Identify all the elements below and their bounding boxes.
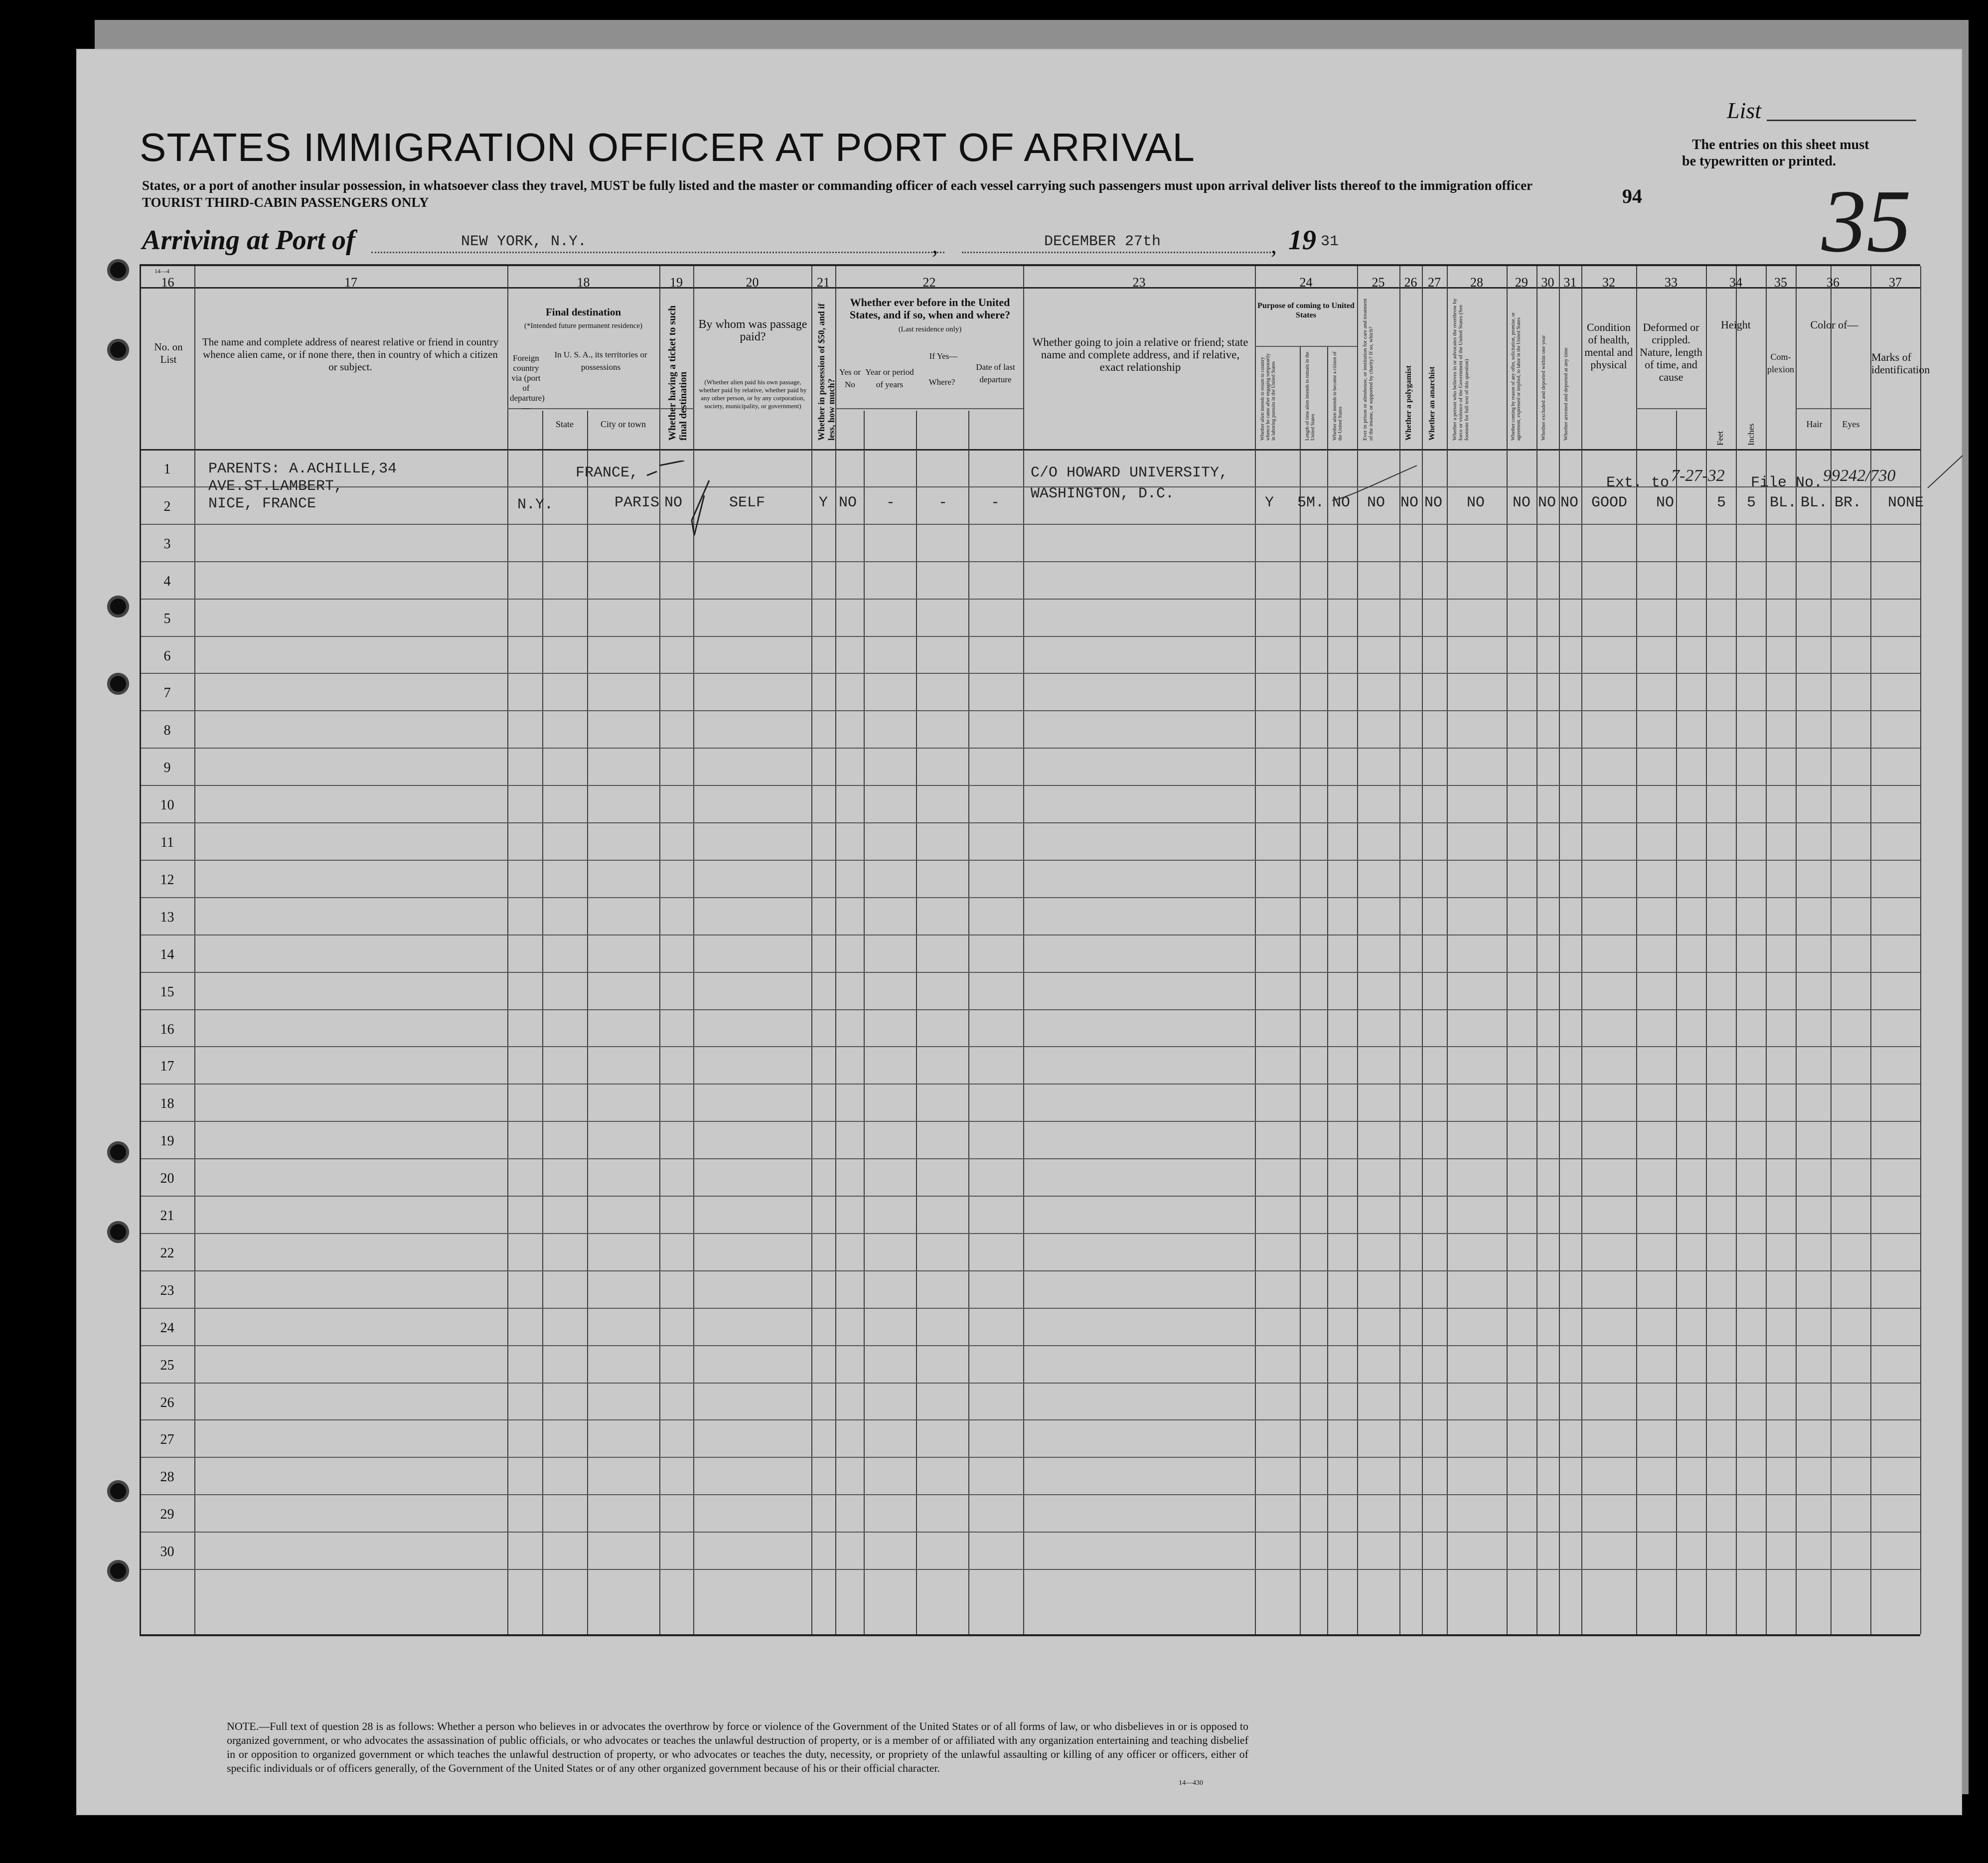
row-number: 20	[160, 1171, 174, 1187]
subcol-line	[587, 411, 588, 1634]
row-number: 16	[160, 1021, 174, 1037]
row-number: 24	[160, 1320, 174, 1336]
header-city: City or town	[600, 419, 646, 429]
tourist-label: TOURIST THIRD-CABIN PASSENGERS ONLY	[142, 195, 429, 210]
col-line	[1736, 266, 1737, 1634]
row1-q28: NO	[1467, 494, 1485, 511]
row1-ticket: NO	[664, 494, 683, 511]
manifest-table	[140, 264, 1930, 1636]
row-line	[141, 524, 1920, 525]
row-line	[141, 1046, 1920, 1047]
row-line	[141, 1308, 1920, 1309]
list-line	[1767, 120, 1916, 121]
intro-text	[142, 177, 1687, 211]
row-number: 3	[163, 536, 171, 552]
header-complexion: Com- plexion	[1767, 352, 1794, 374]
col-num-30: 30	[1541, 275, 1554, 290]
header-ever-before: Whether ever before in the United States, and if so, when and where?	[849, 296, 1011, 321]
row-number: 23	[160, 1282, 174, 1298]
header-fifty: Whether in possession of $50, and if less, how much?	[816, 303, 836, 441]
header-height: Height	[1721, 318, 1751, 331]
header-in-usa: In U. S. A., its territories or possessions	[554, 350, 647, 372]
row-number: 27	[160, 1432, 174, 1448]
header-by-whom: By whom was passage paid?	[698, 318, 807, 343]
header-yes-no: Yes or No	[839, 367, 861, 389]
col-line	[1255, 266, 1256, 1634]
subcol-line	[542, 411, 543, 1634]
header-eyes: Eyes	[1842, 419, 1860, 429]
year-prefix: 19	[1288, 225, 1316, 256]
row-line	[141, 1196, 1920, 1197]
col-line	[1422, 266, 1423, 1634]
subcol-line	[1300, 346, 1301, 1634]
row-line	[141, 1457, 1920, 1458]
col-line	[1796, 266, 1797, 1634]
row-line	[141, 1009, 1920, 1010]
row-line	[141, 673, 1920, 674]
row1-polygamist: NO	[1400, 494, 1419, 511]
row-line	[141, 1084, 1920, 1085]
row1-join-line2: WASHINGTON, D.C.	[1031, 485, 1175, 502]
header-q29: Whether coming by reason of any offer, solicitation, promise, or agreement, expressed or implied, to labor in the United States	[1511, 312, 1522, 441]
col-line	[1447, 266, 1448, 1634]
year-suffix: 31	[1321, 233, 1339, 250]
row1-city: PARIS	[614, 494, 660, 511]
col-num-33: 33	[1665, 275, 1678, 290]
intro-paragraph: States, or a port of another insular possession, in whatsoever class they travel, MUST be fully listed and the master or commanding officer of each vessel carrying such passengers must upon arrival deliver lists thereof to the immigration officer	[142, 178, 1533, 193]
row-number: 15	[160, 984, 174, 1000]
date-value: DECEMBER 27th	[1044, 233, 1161, 250]
col-num-17: 17	[344, 275, 357, 290]
col-num-20: 20	[746, 275, 759, 290]
row-line	[141, 1233, 1920, 1234]
header-marks: Marks of identification	[1871, 351, 1930, 376]
row-line	[141, 748, 1920, 749]
col-line	[1536, 266, 1537, 1634]
row1-marks: NONE	[1888, 494, 1924, 511]
header-purpose: Purpose of coming to United States	[1257, 302, 1355, 319]
header-foreign-country: Foreign country via (port of departure)—	[510, 353, 545, 413]
row-number: 4	[163, 573, 171, 589]
binder-hole	[107, 596, 129, 618]
row-line	[141, 1569, 1920, 1570]
row-line	[141, 972, 1920, 973]
header-inches: Inches	[1746, 423, 1756, 446]
header-where: Where?	[928, 377, 955, 387]
row1-q30: NO	[1538, 494, 1556, 511]
subcol-line	[1831, 441, 1832, 1634]
header-purpose-return: Whether alien intends to return to country whence he came after engaging temporarily in laboring pursuits in the United States	[1260, 353, 1276, 441]
header-if-yes: If Yes—	[929, 351, 958, 361]
binder-hole	[107, 1141, 129, 1163]
arriving-label: Arriving at Port of	[142, 225, 355, 256]
row1-date: -	[991, 494, 1000, 511]
row1-relative-line2: AVE.ST.LAMBERT,	[208, 478, 343, 495]
header-q30: Whether excluded and deported within one year	[1540, 335, 1546, 441]
row-number: 1	[163, 462, 171, 477]
row1-join-line1: C/O HOWARD UNIVERSITY,	[1031, 465, 1228, 481]
col-num-32: 32	[1602, 275, 1615, 290]
handwritten-number: 35	[1822, 171, 1911, 271]
row1-feet: 5	[1717, 494, 1726, 511]
entries-note-1: The entries on this sheet must	[1692, 137, 1869, 153]
subcol-line	[1327, 346, 1328, 1634]
row1-anarchist: NO	[1424, 494, 1443, 511]
row1-inches: 5	[1747, 494, 1756, 511]
comma: ,	[932, 232, 938, 259]
slash-mark-icon	[1920, 453, 1988, 493]
header-state: State	[556, 419, 574, 429]
header-by-whom-note: (Whether alien paid his own passage, whether paid by relative, whether paid by any other person, or by any corporation, society, municipality, or government)	[699, 378, 807, 410]
subcol-line	[864, 411, 865, 1634]
row-line	[141, 822, 1920, 823]
col-num-26: 26	[1404, 275, 1417, 290]
binder-hole	[107, 1560, 129, 1582]
col-num-36: 36	[1827, 275, 1839, 290]
row-line	[141, 860, 1920, 861]
row1-relative-line3: NICE, FRANCE	[208, 495, 316, 512]
row1-length: 5M.	[1297, 494, 1325, 511]
col-line	[1559, 266, 1560, 1634]
header-join-relative: Whether going to join a relative or friend; state name and complete address, and if relative, exact relationship	[1032, 336, 1248, 373]
row-number: 26	[160, 1395, 174, 1410]
col-num-19: 19	[670, 275, 683, 290]
row1-file-no: 99242/730	[1823, 466, 1896, 485]
row1-eyes: BR.	[1835, 494, 1862, 511]
row-number: 19	[160, 1133, 174, 1149]
col-line	[811, 266, 812, 1634]
header-q31: Whether arrested and deported at any time	[1563, 347, 1569, 441]
subheader-line	[1796, 408, 1870, 409]
col-num-37: 37	[1889, 275, 1902, 290]
col-line	[1766, 266, 1767, 1634]
comma-2: ,	[1271, 232, 1277, 259]
col-num-18: 18	[577, 275, 590, 290]
row-line	[141, 710, 1920, 711]
header-polygamist: Whether a polygamist	[1404, 365, 1413, 441]
header-feet: Feet	[1715, 431, 1725, 446]
header-anarchist: Whether an anarchist	[1428, 366, 1436, 441]
binder-hole	[107, 1480, 129, 1502]
row-number: 5	[163, 611, 171, 626]
row-line	[141, 1345, 1920, 1346]
date-line	[962, 252, 1271, 253]
row-number: 11	[160, 835, 174, 850]
header-final-destination-note: (*Intended future permanent residence)	[524, 322, 642, 330]
footnote: NOTE.—Full text of question 28 is as follows: Whether a person who believes in or advocates the overthrow by force or violence of the Government of the United States or of all forms of law, or who disbelieves in or is opposed to organized government, or who advocates the assassination of public officials, or who advocates or teaches the unlawful destruction of property, or is a member of or affiliated with any organization entertaining and teaching disbelief in or opposition to organized government or which teaches the unlawful destruction of property, or who advocates or teaches the duty, necessity, or propriety of the unlawful assaulting or killing of any officer or officers, either of specific individuals or of officers generally, of the Government of the United States or of any other organized government because of his or their official character.	[227, 1720, 1248, 1774]
row-line	[141, 785, 1920, 786]
col-num-29: 29	[1515, 275, 1528, 290]
binder-hole	[107, 1221, 129, 1243]
row-number: 29	[160, 1507, 174, 1523]
col-num-31: 31	[1563, 275, 1577, 290]
subheader-line	[835, 408, 1023, 409]
row1-fifty: Y	[819, 494, 828, 511]
row1-health: GOOD	[1591, 494, 1628, 511]
row1-file-label: File No.	[1751, 474, 1823, 491]
footer-form-code: 14—430	[1179, 1779, 1203, 1787]
page-number: 94	[1622, 185, 1642, 207]
row-line	[141, 1383, 1920, 1384]
subcol-line	[916, 411, 917, 1634]
row-line	[141, 1532, 1920, 1533]
col-num-22: 22	[922, 275, 936, 290]
binder-hole	[107, 259, 129, 281]
row-line	[141, 561, 1920, 562]
col-num-28: 28	[1470, 275, 1483, 290]
list-label: List	[1727, 98, 1762, 123]
col-num-24: 24	[1299, 275, 1313, 290]
row1-q29: NO	[1513, 494, 1531, 511]
port-line	[371, 252, 944, 253]
header-final-destination: Final destination	[545, 306, 621, 318]
port-value: NEW YORK, N.Y.	[461, 233, 587, 250]
row-number: 12	[160, 872, 174, 888]
subcol-line	[1676, 411, 1677, 1634]
header-hair: Hair	[1806, 419, 1823, 429]
row1-deformed: NO	[1656, 494, 1675, 511]
row1-prison: NO	[1367, 494, 1385, 511]
row-number: 21	[160, 1208, 174, 1224]
header-q28: Whether a person who believes in or advocates the overthrow by force or violence of the Government of the United States (See footnote for full text of this question)	[1452, 298, 1470, 441]
row-number: 22	[160, 1245, 174, 1261]
row-number: 30	[160, 1544, 174, 1560]
row-number: 28	[160, 1469, 174, 1485]
header-no-on-list: No. on List	[154, 341, 183, 365]
col-line	[507, 266, 508, 1634]
col-line	[835, 266, 836, 1634]
row-number: 9	[163, 760, 171, 776]
row-line	[141, 599, 1920, 600]
header-health: Condition of health, mental and physical	[1584, 321, 1633, 371]
col-line	[1023, 266, 1024, 1634]
row-number: 2	[163, 498, 171, 514]
subheader-line	[1255, 346, 1357, 347]
col-line	[1636, 266, 1637, 1634]
header-bottom-line	[141, 449, 1920, 451]
page-title: STATES IMMIGRATION OFFICER AT PORT OF ARRIVAL	[140, 125, 1195, 169]
header-purpose-citizen: Whether alien intends to become a citizen of the United States	[1332, 351, 1343, 441]
row-number: 7	[163, 685, 171, 701]
row-number: 6	[163, 648, 171, 664]
row1-return: Y	[1265, 494, 1274, 511]
row-line	[141, 1158, 1920, 1159]
row1-ever-before: NO	[839, 494, 857, 511]
col-line	[194, 266, 195, 1634]
header-purpose-length: Length of time alien intends to remain in the United States	[1305, 351, 1316, 441]
row-number: 25	[160, 1357, 174, 1373]
header-year-period: Year or period of years	[865, 367, 914, 389]
row1-citizen: NO	[1332, 494, 1351, 511]
col-num-35: 35	[1774, 275, 1787, 290]
row1-relative-line1: PARENTS: A.ACHILLE,34	[208, 461, 397, 477]
row-number: 13	[160, 909, 174, 925]
row-line	[141, 636, 1920, 637]
row1-ext-label: Ext. to	[1606, 474, 1670, 491]
header-prison: Ever in prison or almshouse, or institution for care and treatment of the insane, or supported by charity? If so, which?	[1362, 298, 1374, 441]
col-line	[1507, 266, 1508, 1634]
col-line	[1581, 266, 1582, 1634]
header-deformed: Deformed or crippled. Nature, length of time, and cause	[1640, 321, 1702, 383]
row-line	[141, 934, 1920, 935]
header-ticket: Whether having a ticket to such final destination	[667, 305, 689, 441]
row1-foreign-country: FRANCE,	[576, 465, 639, 481]
row1-paid-by: SELF	[729, 494, 765, 511]
entries-note-2: be typewritten or printed.	[1682, 154, 1836, 169]
row-number: 10	[160, 797, 174, 813]
binder-hole	[107, 339, 129, 361]
header-date-departure: Date of last departure	[976, 362, 1015, 384]
row-number: 8	[163, 723, 171, 739]
checkmark-icon	[1317, 463, 1422, 513]
row-number: 18	[160, 1096, 174, 1112]
col-num-23: 23	[1132, 275, 1146, 290]
row-line	[141, 897, 1920, 898]
subheader-line	[1636, 408, 1706, 409]
col-num-27: 27	[1428, 275, 1441, 290]
row-line	[141, 1270, 1920, 1271]
row1-state: N.Y.	[517, 496, 554, 513]
col-num-16: 16	[161, 275, 174, 290]
row1-hair: BL.	[1801, 494, 1828, 511]
row1-ext-date: 7-27-32	[1671, 466, 1725, 485]
checkmark-icon	[644, 461, 774, 570]
manifest-sheet	[77, 50, 1961, 1814]
form-number: 14—4	[154, 268, 169, 275]
row-number: 14	[160, 946, 174, 962]
row1-complexion: BL.	[1770, 494, 1797, 511]
col-num-34: 34	[1729, 275, 1742, 290]
header-relative-abroad: The name and complete address of nearest relative or friend in country whence alien came, or if none there, then in country of which a citizen or subject.	[202, 336, 499, 373]
row-line	[141, 1494, 1920, 1495]
row1-where: -	[938, 494, 948, 511]
col-num-25: 25	[1372, 275, 1385, 290]
row1-year: -	[886, 494, 896, 511]
header-last-residence: (Last residence only)	[898, 325, 962, 333]
col-num-21: 21	[817, 275, 830, 290]
row-line	[141, 1121, 1920, 1122]
subcol-line	[968, 411, 969, 1634]
row1-q31: NO	[1560, 494, 1579, 511]
row-number: 17	[160, 1059, 174, 1075]
binder-hole	[107, 673, 129, 695]
header-color-of: Color of—	[1810, 318, 1858, 331]
row-line	[141, 1419, 1920, 1420]
